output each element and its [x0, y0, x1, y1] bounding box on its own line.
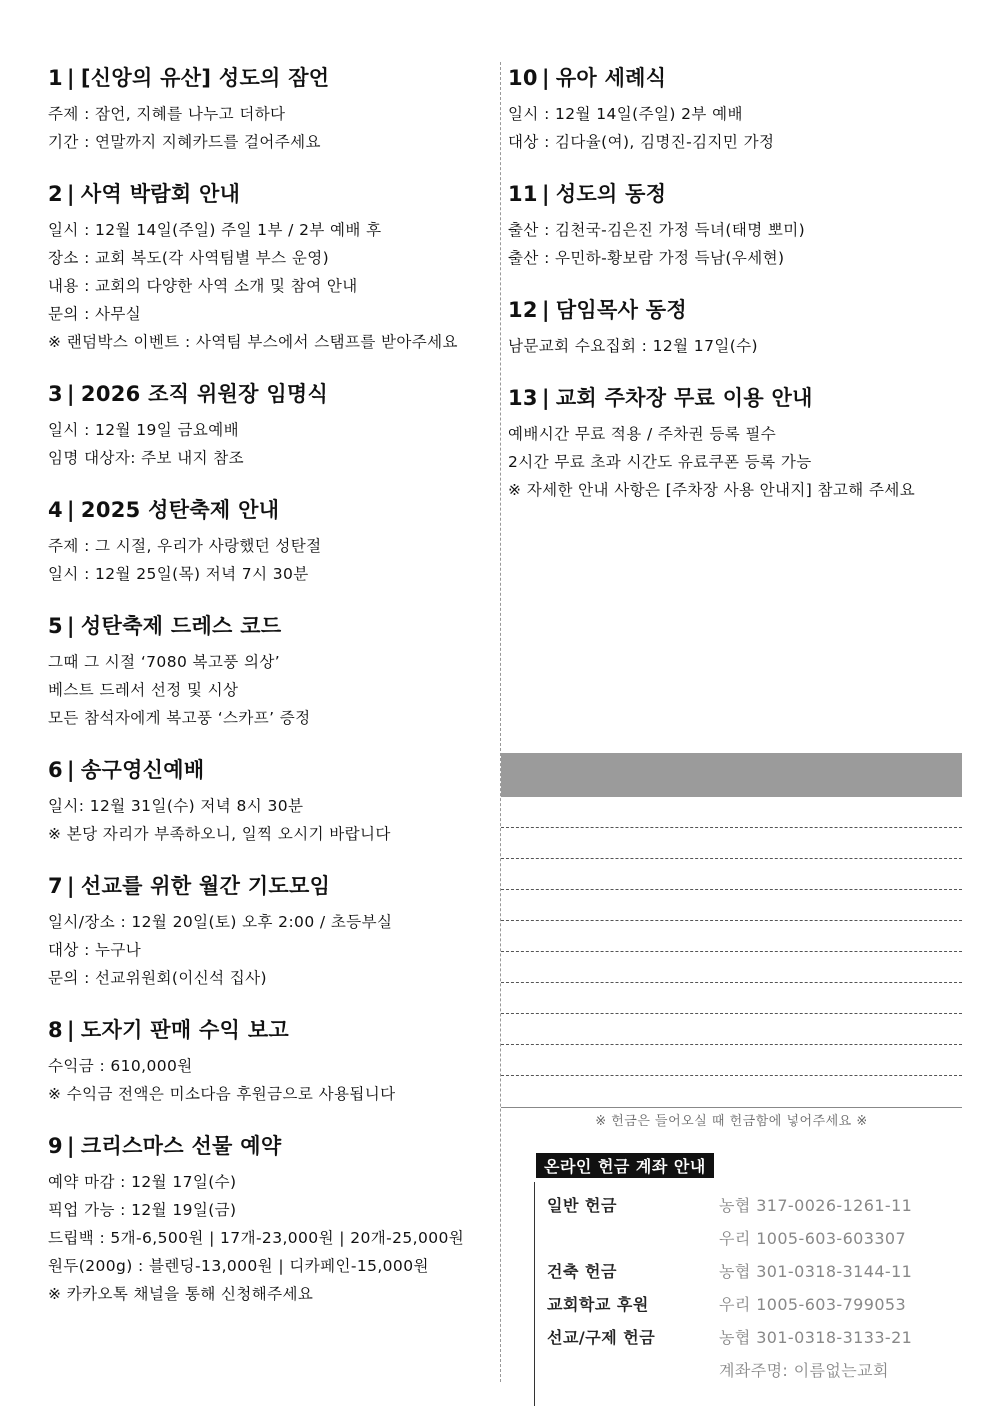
heading-separator: |	[66, 874, 75, 898]
account-number: 우리 1005-603-799053	[719, 1295, 907, 1314]
offering-note: ※ 헌금은 들어오실 때 헌금함에 넣어주세요 ※	[595, 1114, 868, 1129]
announcement-line: 대상 : 누구나	[48, 941, 142, 959]
announcement-3	[48, 378, 496, 472]
announcement-line: 대상 : 김다율(여), 김명진-김지민 가정	[508, 133, 775, 151]
announcement-number: 12	[508, 298, 538, 322]
online-offering-title: 온라인 헌금 계좌 안내	[536, 1153, 714, 1178]
announcement-number: 2	[48, 182, 63, 206]
heading-separator: |	[66, 382, 75, 406]
announcement-line: 수익금 : 610,000원	[48, 1057, 193, 1075]
heading-separator: |	[541, 298, 550, 322]
announcement-line: 주제 : 잠언, 지혜를 나누고 더하다	[48, 105, 286, 123]
heading-separator: |	[66, 182, 75, 206]
announcement-title: [신앙의 유산] 성도의 잠언	[80, 66, 330, 90]
announcement-line: 일시 : 12월 14일(주일) 주일 1부 / 2부 예배 후	[48, 221, 382, 239]
online-offering	[534, 1153, 964, 1406]
announcement-line: 일시 : 12월 25일(목) 저녁 7시 30분	[48, 565, 309, 583]
account-row	[547, 1287, 964, 1320]
announcement-title: 사역 박람회 안내	[80, 182, 241, 206]
memo-header-band	[501, 753, 962, 797]
announcement-line: ※ 카카오톡 채널을 통해 신청해주세요	[48, 1285, 314, 1303]
announcement-number: 11	[508, 182, 538, 206]
announcement-title: 성도의 동정	[555, 182, 667, 206]
announcement-heading	[508, 62, 963, 94]
memo-line	[501, 1045, 962, 1076]
announcement-6	[48, 754, 496, 848]
memo-line	[501, 797, 962, 828]
announcement-title: 도자기 판매 수익 보고	[80, 1018, 290, 1042]
account-label: 일반 헌금	[547, 1196, 617, 1215]
account-row	[547, 1188, 964, 1221]
announcement-number: 8	[48, 1018, 63, 1042]
announcement-4	[48, 494, 496, 588]
announcement-line: 그때 그 시절 ‘7080 복고풍 의상’	[48, 653, 281, 671]
announcement-title: 2025 성탄축제 안내	[80, 498, 280, 522]
memo-line	[501, 890, 962, 921]
announcement-10	[508, 62, 963, 156]
announcement-heading	[48, 494, 496, 526]
announcement-13	[508, 382, 963, 504]
memo-line	[501, 983, 962, 1014]
account-label: 선교/구제 헌금	[547, 1328, 656, 1347]
announcement-heading	[48, 1014, 496, 1046]
announcement-heading	[48, 870, 496, 902]
announcement-heading	[48, 62, 496, 94]
heading-separator: |	[541, 182, 550, 206]
memo-lines	[501, 797, 962, 1108]
announcement-number: 4	[48, 498, 63, 522]
account-row	[547, 1353, 964, 1386]
announcement-line: 예약 마감 : 12월 17일(수)	[48, 1173, 237, 1191]
announcement-line: ※ 본당 자리가 부족하오니, 일찍 오시기 바랍니다	[48, 825, 391, 843]
announcement-7	[48, 870, 496, 992]
announcement-number: 3	[48, 382, 63, 406]
announcement-heading	[508, 294, 963, 326]
right-column	[508, 62, 963, 526]
announcement-line: ※ 자세한 안내 사항은 [주차장 사용 안내지] 참고해 주세요	[508, 481, 916, 499]
announcement-number: 7	[48, 874, 63, 898]
announcement-1	[48, 62, 496, 156]
account-number: 우리 1005-603-603307	[719, 1229, 907, 1248]
announcement-title: 2026 조직 위원장 임명식	[80, 382, 329, 406]
heading-separator: |	[66, 758, 75, 782]
account-number: 농협 317-0026-1261-11	[719, 1196, 913, 1215]
announcement-line: 모든 참석자에게 복고풍 ‘스카프’ 증정	[48, 709, 311, 727]
announcement-line: 베스트 드레서 선정 및 시상	[48, 681, 239, 699]
announcement-line: 출산 : 김천국-김은진 가정 득녀(태명 뽀미)	[508, 221, 806, 239]
announcement-line: 2시간 무료 초과 시간도 유료쿠폰 등록 가능	[508, 453, 812, 471]
announcement-line: 출산 : 우민하-황보람 가정 득남(우세현)	[508, 249, 785, 267]
announcement-heading	[508, 178, 963, 210]
heading-separator: |	[541, 66, 550, 90]
heading-separator: |	[66, 1018, 75, 1042]
memo-line	[501, 921, 962, 952]
memo-line-last	[501, 1076, 962, 1108]
announcement-5	[48, 610, 496, 732]
announcement-8	[48, 1014, 496, 1108]
announcement-title: 교회 주차장 무료 이용 안내	[555, 386, 813, 410]
column-divider	[500, 62, 501, 1382]
announcement-line: 일시/장소 : 12월 20일(토) 오후 2:00 / 초등부실	[48, 913, 393, 931]
account-number: 농협 301-0318-3144-11	[719, 1262, 913, 1281]
announcement-title: 선교를 위한 월간 기도모임	[80, 874, 331, 898]
announcement-line: 기간 : 연말까지 지혜카드를 걸어주세요	[48, 133, 321, 151]
announcement-line: 예배시간 무료 적용 / 주차권 등록 필수	[508, 425, 777, 443]
memo-line	[501, 859, 962, 890]
announcement-12	[508, 294, 963, 360]
announcement-heading	[48, 378, 496, 410]
heading-separator: |	[66, 614, 75, 638]
announcement-number: 9	[48, 1134, 63, 1158]
announcement-heading	[48, 754, 496, 786]
announcement-heading	[48, 178, 496, 210]
announcement-line: 원두(200g) : 블렌딩-13,000원 | 디카페인-15,000원	[48, 1257, 429, 1275]
account-list	[534, 1182, 964, 1406]
announcement-line: 임명 대상자: 주보 내지 참조	[48, 449, 245, 467]
heading-separator: |	[541, 386, 550, 410]
announcement-number: 6	[48, 758, 63, 782]
announcement-line: 내용 : 교회의 다양한 사역 소개 및 참여 안내	[48, 277, 358, 295]
memo-line	[501, 1014, 962, 1045]
account-number: 농협 301-0318-3133-21	[719, 1328, 913, 1347]
announcement-line: 문의 : 선교위원회(이신석 집사)	[48, 969, 267, 987]
announcement-title: 크리스마스 선물 예약	[80, 1134, 282, 1158]
announcement-title: 송구영신예배	[80, 758, 205, 782]
announcement-line: 일시: 12월 31일(수) 저녁 8시 30분	[48, 797, 304, 815]
announcement-line: 주제 : 그 시절, 우리가 사랑했던 성탄절	[48, 537, 322, 555]
announcement-line: 장소 : 교회 복도(각 사역팀별 부스 운영)	[48, 249, 330, 267]
announcement-line: 일시 : 12월 14일(주일) 2부 예배	[508, 105, 743, 123]
account-row	[547, 1221, 964, 1254]
heading-separator: |	[66, 498, 75, 522]
announcement-number: 10	[508, 66, 538, 90]
announcement-number: 5	[48, 614, 63, 638]
announcement-line: 남문교회 수요집회 : 12월 17일(수)	[508, 337, 758, 355]
heading-separator: |	[66, 66, 75, 90]
announcement-title: 담임목사 동정	[555, 298, 687, 322]
announcement-number: 13	[508, 386, 538, 410]
announcement-line: ※ 수익금 전액은 미소다음 후원금으로 사용됩니다	[48, 1085, 396, 1103]
announcement-title: 유아 세례식	[555, 66, 667, 90]
announcement-number: 1	[48, 66, 63, 90]
announcement-line: 드립백 : 5개-6,500원 | 17개-23,000원 | 20개-25,000원	[48, 1229, 465, 1247]
announcement-heading	[508, 382, 963, 414]
announcement-line: 일시 : 12월 19일 금요예배	[48, 421, 239, 439]
memo-line	[501, 828, 962, 859]
heading-separator: |	[66, 1134, 75, 1158]
announcement-line: 픽업 가능 : 12월 19일(금)	[48, 1201, 237, 1219]
announcement-9	[48, 1130, 496, 1308]
announcement-11	[508, 178, 963, 272]
account-label: 건축 헌금	[547, 1262, 617, 1281]
announcement-2	[48, 178, 496, 356]
announcement-line: ※ 랜덤박스 이벤트 : 사역팀 부스에서 스탬프를 받아주세요	[48, 333, 458, 351]
left-column	[48, 62, 496, 1330]
announcement-title: 성탄축제 드레스 코드	[80, 614, 282, 638]
memo-line	[501, 952, 962, 983]
account-row	[547, 1320, 964, 1353]
account-number: 계좌주명: 이름없는교회	[719, 1361, 889, 1380]
announcement-heading	[48, 1130, 496, 1162]
announcement-line: 문의 : 사무실	[48, 305, 142, 323]
account-label: 교회학교 후원	[547, 1295, 649, 1314]
account-row	[547, 1254, 964, 1287]
announcement-heading	[48, 610, 496, 642]
